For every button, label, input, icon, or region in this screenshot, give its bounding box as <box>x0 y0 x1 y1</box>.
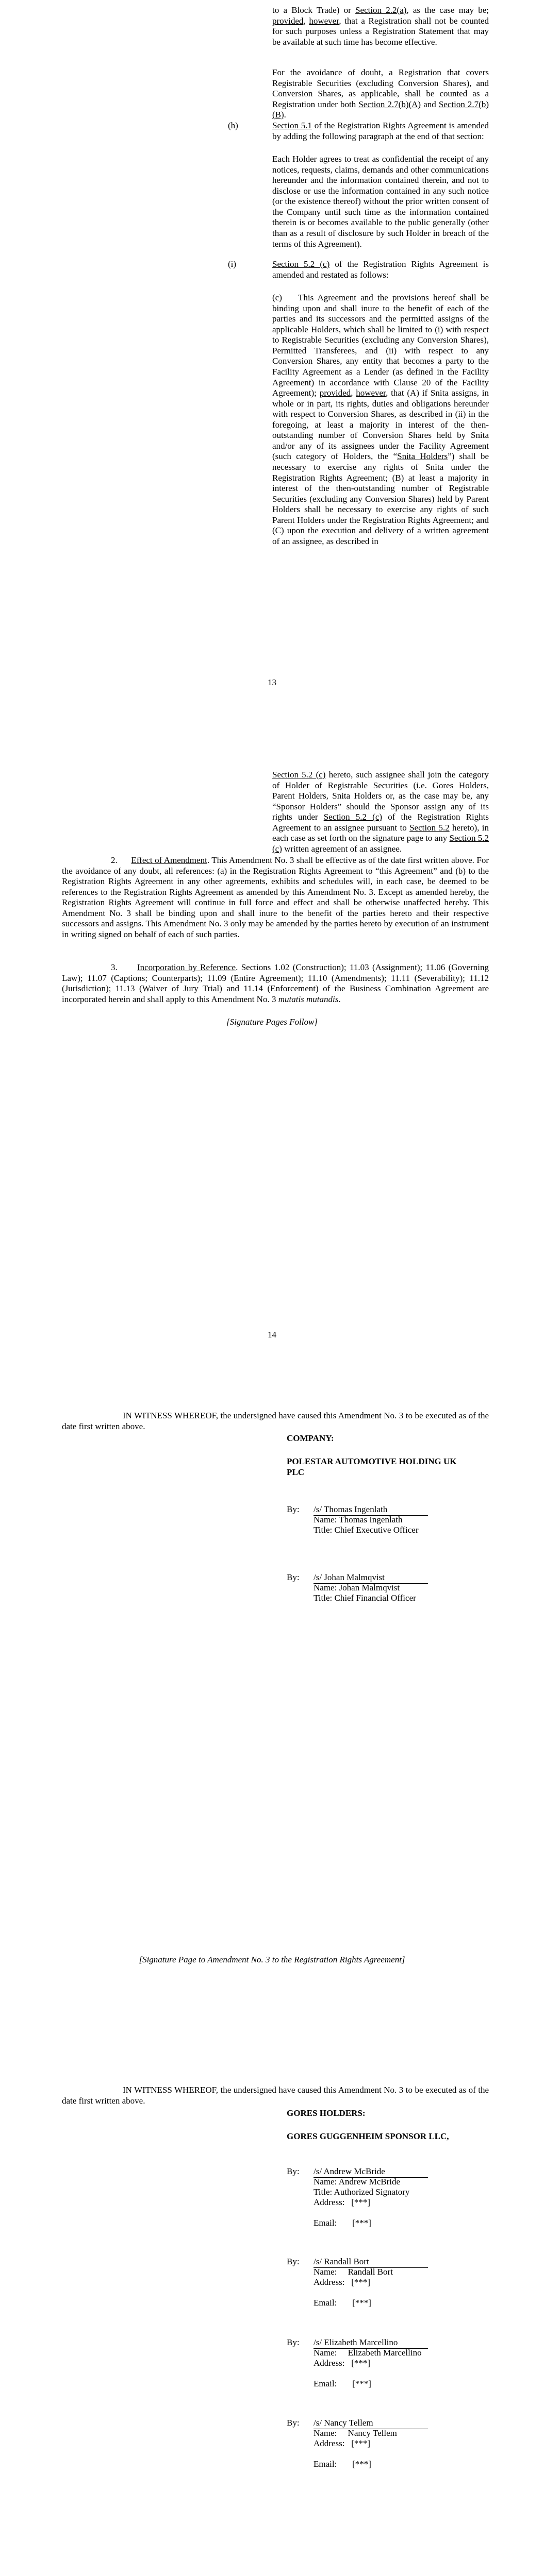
signer-title: Title: Authorized Signatory <box>314 2187 410 2197</box>
signature-line: /s/ Johan Malmqvist <box>314 1572 428 1584</box>
entity-name: GORES GUGGENHEIM SPONSOR LLC, <box>287 2131 449 2141</box>
signer-name: Name: Nancy Tellem <box>314 2428 397 2438</box>
signer-email: Email: [***] <box>314 2379 371 2388</box>
section-3-incorporation: 3. Incorporation by Reference. Sections 1.02 (Construction); 11.03 (Assignment); 11.06 (Governing Law); 11.07 (Captions; Counterparts); 11.09 (Entire Agreement); 11.10 (Amendments); 11.11 (Severability); 11.12 (Jurisdiction); 11.13 (Waiver of Jury Trial) and 11.14 (Enforcement) of the Business Combination Agreement are incorporated herein and shall apply to this Amendment No. 3 mutatis mutandis. <box>62 962 489 1004</box>
page-number: 13 <box>268 677 276 687</box>
by-label: By: <box>287 1504 300 1514</box>
clause-h-label: (h) <box>228 121 238 130</box>
signature-line: /s/ Thomas Ingenlath <box>314 1504 428 1516</box>
clause-i-text: Section 5.2 (c) of the Registration Rights Agreement is amended and restated as follows: <box>272 259 489 280</box>
by-label: By: <box>287 1572 300 1582</box>
signature-line: /s/ Nancy Tellem <box>314 2418 428 2429</box>
in-witness-whereof: IN WITNESS WHEREOF, the undersigned have caused this Amendment No. 3 to be executed as of the date first written above. <box>62 1411 489 1431</box>
signer-email: Email: [***] <box>314 2218 371 2228</box>
signer-title: Title: Chief Financial Officer <box>314 1593 416 1603</box>
signature-line: /s/ Andrew McBride <box>314 2166 428 2178</box>
clause-h-quote: Each Holder agrees to treat as confidential the receipt of any notices, requests, claims, demands and other communications hereunder and the information contained therein, and not to disclose or use the information contained in any such notice (or the existence thereof) without the prior written consent of the Company until such time as the information contained therein is or becomes available to the public generally (other than as a result of disclosure by such Holder in breach of the terms of this Agreement). <box>272 154 489 249</box>
page-number: 14 <box>268 1330 276 1340</box>
signer-address: Address: [***] <box>314 2358 371 2368</box>
signer-title: Title: Chief Executive Officer <box>314 1525 419 1535</box>
clause-c-continuation: Section 5.2 (c) hereto, such assignee shall join the category of Holder of Registrable Securities (i.e. Gores Holders, Parent Holders, Snita Holders or, as the case may be, any “Sponsor Holders” should the Sponsor assign any of its rights under Section 5.2 (c) of the Registration Rights Agreement to an assignee pursuant to Section 5.2 hereto), in each case as set forth on the signature page to any Section 5.2 (c) written agreement of an assignee. <box>272 770 489 854</box>
in-witness-whereof: IN WITNESS WHEREOF, the undersigned have caused this Amendment No. 3 to be executed as of the date first written above. <box>62 2085 489 2106</box>
signer-name: Name: Thomas Ingenlath <box>314 1515 403 1524</box>
signature-page-footer: [Signature Page to Amendment No. 3 to the Registration Rights Agreement] <box>139 1955 405 1964</box>
signer-name: Name: Johan Malmqvist <box>314 1583 400 1592</box>
signature-pages-follow: [Signature Pages Follow] <box>226 1017 318 1027</box>
clause-i-label: (i) <box>228 259 237 269</box>
signature-line: /s/ Elizabeth Marcellino <box>314 2337 428 2349</box>
by-label: By: <box>287 2418 300 2428</box>
signer-address: Address: [***] <box>314 2197 371 2207</box>
clause-h-text: Section 5.1 of the Registration Rights Agreement is amended by adding the following paragraph at the end of that section: <box>272 121 489 141</box>
avoidance-paragraph: For the avoidance of doubt, a Registration that covers Registrable Securities (excluding Conversion Shares), and Conversion Shares, as applicable, shall be counted as a Registration under both Section 2.7(b)(A) and Section 2.7(b)(B). <box>272 67 489 120</box>
clause-c-restated: (c) This Agreement and the provisions hereof shall be binding upon and shall inure to the benefit of each of the parties and its successors and the permitted assigns of the applicable Holders, which shall be limited to (i) with respect to Registrable Securities (excluding any Conversion Shares), Permitted Transferees, and (ii) with respect to any Conversion Shares, any entity that becomes a party to the Facility Agreement as a Lender (as defined in the Facility Agreement) in accordance with Clause 20 of the Facility Agreement); provided, however, that (A) if Snita assigns, in whole or in part, its rights, duties and obligations hereunder with respect to Conversion Shares, as described in (ii) in the foregoing, at least a majority in interest of the then-outstanding number of Conversion Shares held by Snita and/or any of its assignees under the Facility Agreement (such category of Holders, the “Snita Holders”) shall be necessary to exercise any rights of Snita under the Registration Rights Agreement; (B) at least a majority in interest of the then-outstanding number of Registrable Securities (excluding any Conversion Shares) held by Parent Holders shall be necessary to exercise any rights of such Parent Holders under the Registration Rights Agreement; and (C) upon the execution and delivery of a written agreement of an assignee, as described in <box>272 293 489 546</box>
section-2-effect-of-amendment: 2. Effect of Amendment. This Amendment No. 3 shall be effective as of the date first written above. For the avoidance of any doubt, all references: (a) in the Registration Rights Agreement to “this Agreement” and (b) to the Registration Rights Agreement in any other agreements, exhibits and schedules will, in each case, be deemed to be references to the Registration Rights Agreement as amended by this Amendment No. 3. Except as amended hereby, the Registration Rights Agreement will continue in full force and effect and shall be otherwise unaffected hereby. This Amendment No. 3 shall be binding upon and shall inure to the benefit of the parties hereto and their respective successors and assigns. This Amendment No. 3 only may be amended by the parties hereto by execution of an instrument in writing signed on behalf of each of such parties. <box>62 855 489 939</box>
party-label: GORES HOLDERS: <box>287 2108 366 2118</box>
by-label: By: <box>287 2257 300 2266</box>
company-name: POLESTAR AUTOMOTIVE HOLDING UK PLC <box>287 1456 457 1477</box>
signer-address: Address: [***] <box>314 2277 371 2287</box>
signer-address: Address: [***] <box>314 2438 371 2448</box>
by-label: By: <box>287 2337 300 2347</box>
signer-name: Name: Randall Bort <box>314 2267 393 2277</box>
signature-line: /s/ Randall Bort <box>314 2257 428 2268</box>
signer-email: Email: [***] <box>314 2459 371 2469</box>
party-label: COMPANY: <box>287 1433 334 1443</box>
signer-name: Name: Andrew McBride <box>314 2177 401 2187</box>
signer-name: Name: Elizabeth Marcellino <box>314 2348 422 2358</box>
signer-email: Email: [***] <box>314 2298 371 2308</box>
clause-g-continuation: to a Block Trade) or Section 2.2(a), as the case may be; provided, however, that a Registration shall not be counted for such purposes unless a Registration Statement that may be available at such time has become effective. <box>272 5 489 47</box>
by-label: By: <box>287 2166 300 2176</box>
